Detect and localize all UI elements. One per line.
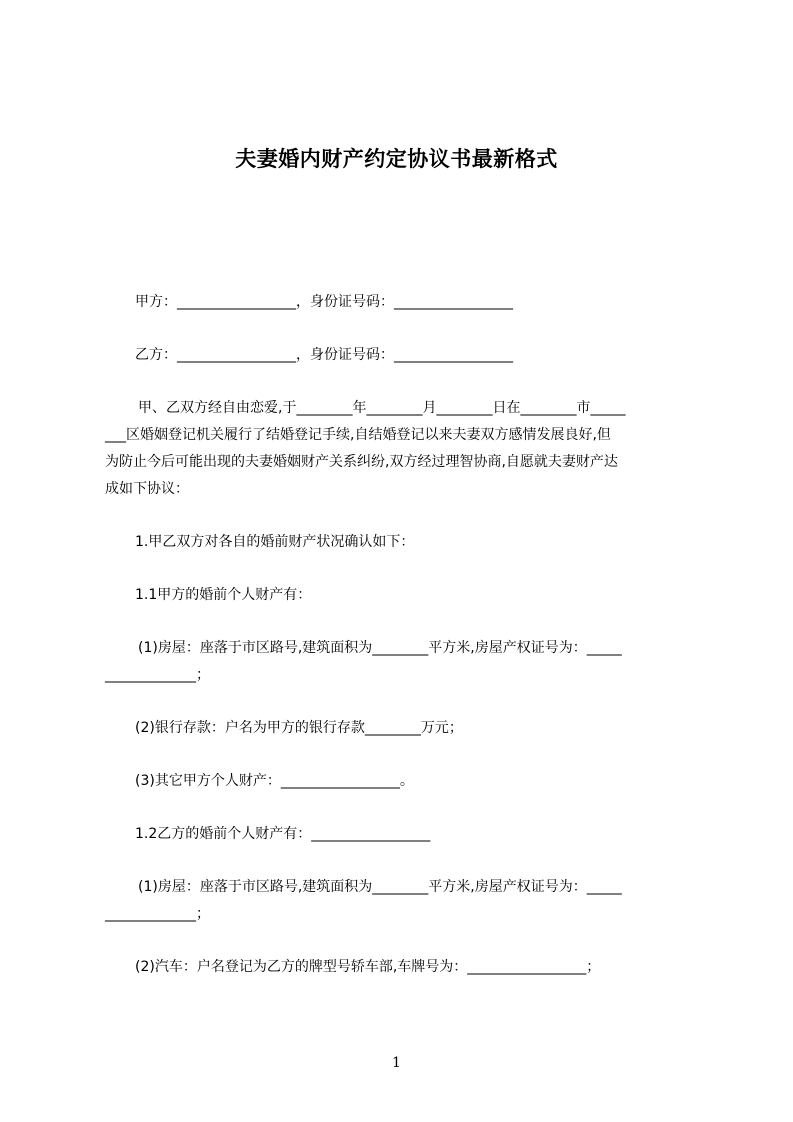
party-a-other-line: (3)其它甲方个人财产：_________________。 (135, 773, 414, 789)
party-a-deposit-line: (2)银行存款：户名为甲方的银行存款________万元； (135, 720, 463, 736)
preamble-line-2: ___区婚姻登记机关履行了结婚登记手续,自结婚登记以来夫妻双方感情发展良好,但 (105, 427, 611, 443)
preamble-line-4: 成如下协议： (105, 481, 189, 497)
document-title: 夫妻婚内财产约定协议书最新格式 (235, 147, 558, 171)
party-a-line: 甲方：_________________，身份证号码：_________________ (135, 294, 513, 310)
preamble-line-1: 甲、乙双方经自由恋爱,于________年________月________日在________市_____ (138, 400, 626, 416)
party-a-house-line-1: (1)房屋：座落于市区路号,建筑面积为________平方米,房屋产权证号为：_____ (138, 640, 622, 656)
party-a-house-line-2: _____________； (105, 667, 210, 683)
party-b-house-line-1: (1)房屋：座落于市区路号,建筑面积为________平方米,房屋产权证号为：_____ (138, 879, 622, 895)
clause-1-2-heading: 1.2乙方的婚前个人财产有：_________________ (135, 826, 431, 842)
clause-1-1-heading: 1.1甲方的婚前个人财产有： (135, 587, 312, 603)
party-b-house-line-2: _____________； (105, 906, 210, 922)
page-number: 1 (392, 1055, 401, 1071)
party-b-car-line: (2)汽车：户名登记为乙方的牌型号轿车部,车牌号为：_________________； (135, 959, 601, 975)
preamble-line-3: 为防止今后可能出现的夫妻婚姻财产关系纠纷,双方经过理智协商,自愿就夫妻财产达 (105, 454, 618, 470)
clause-1-heading: 1.甲乙双方对各自的婚前财产状况确认如下： (135, 534, 415, 550)
party-b-line: 乙方：_________________，身份证号码：_________________ (135, 347, 513, 363)
